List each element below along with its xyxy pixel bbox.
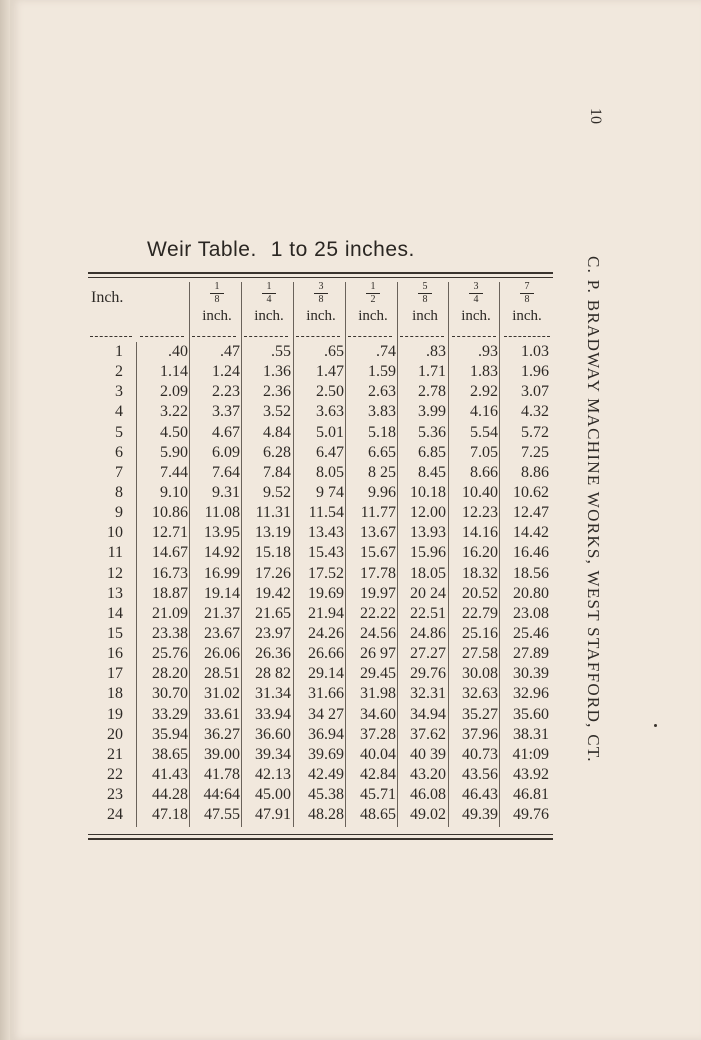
row-number: 23 (107, 786, 123, 804)
table-row (88, 664, 553, 684)
table-cell: 26 97 (360, 645, 396, 663)
weir-table (88, 272, 553, 825)
column-header (347, 282, 399, 325)
table-cell: .74 (376, 343, 396, 360)
page-number: 10 (587, 108, 604, 124)
table-cell: 3.52 (263, 403, 291, 421)
table-row (88, 765, 553, 785)
table-cell: 14.67 (152, 544, 188, 562)
table-cell: .47 (220, 343, 240, 360)
table-cell: 6.47 (316, 443, 344, 461)
table-cell: 2.36 (263, 383, 291, 401)
table-cell: 14.16 (462, 524, 498, 542)
table-cell: 4.50 (160, 423, 188, 441)
row-number: 9 (115, 504, 123, 522)
row-number: 16 (107, 645, 123, 663)
table-cell: 15.96 (410, 544, 446, 562)
header-dash-rule (452, 336, 496, 338)
table-cell: 2.50 (316, 383, 344, 401)
table-cell: 32.96 (513, 685, 549, 703)
column-header (450, 282, 502, 325)
table-cell: 8.86 (521, 463, 549, 481)
table-cell: 28.20 (152, 665, 188, 683)
table-cell: 6.85 (418, 443, 446, 461)
table-cell: 8.05 (316, 463, 344, 481)
table-cell: 23.97 (255, 624, 291, 642)
table-row (88, 624, 553, 644)
table-cell: 41:09 (512, 745, 549, 763)
table-cell: 1.03 (521, 343, 549, 360)
table-cell: 17.52 (308, 564, 344, 582)
table-cell: 21.09 (152, 604, 188, 622)
table-cell: 31.34 (255, 685, 291, 703)
title-range: 1 to 25 inches. (270, 238, 415, 261)
table-cell: 40 39 (410, 745, 446, 763)
table-cell: 19.97 (360, 584, 396, 602)
table-cell: 13.43 (308, 524, 344, 542)
table-cell: 3.22 (160, 403, 188, 421)
table-row (88, 725, 553, 745)
table-cell: 1.14 (160, 363, 188, 381)
table-row (88, 402, 553, 422)
table-cell: 49.39 (462, 806, 498, 824)
row-number: 18 (107, 685, 123, 703)
table-cell: 10.18 (410, 483, 446, 501)
table-cell: 11.08 (204, 504, 240, 522)
table-cell: 43.56 (462, 765, 498, 783)
page-title (147, 238, 415, 262)
table-cell: 2.23 (212, 383, 240, 401)
table-cell: 26.36 (255, 645, 291, 663)
table-cell: 33.61 (204, 705, 240, 723)
table-cell: 16.20 (462, 544, 498, 562)
table-row (88, 463, 553, 483)
table-cell: 45.00 (255, 786, 291, 804)
table-cell: 45.38 (308, 786, 344, 804)
table-cell: 20 24 (410, 584, 446, 602)
table-row (88, 644, 553, 664)
table-cell: 4.67 (212, 423, 240, 441)
table-cell: 10.40 (462, 483, 498, 501)
table-cell: 9 74 (316, 483, 344, 501)
table-cell: 43.20 (410, 765, 446, 783)
table-cell: 9.52 (263, 483, 291, 501)
row-number: 20 (107, 725, 123, 743)
fraction-denominator: 8 (422, 294, 428, 305)
row-number: 10 (107, 524, 123, 542)
table-cell: 12.23 (462, 504, 498, 522)
table-cell: 29.76 (410, 665, 446, 683)
table-cell: 40.73 (462, 745, 498, 763)
table-cell: 47.55 (204, 806, 240, 824)
table-cell: 19.14 (204, 584, 240, 602)
table-cell: 8.45 (418, 463, 446, 481)
table-cell: .93 (478, 343, 498, 360)
column-header (191, 282, 243, 325)
fraction-denominator: 4 (473, 294, 479, 305)
table-cell: 18.87 (152, 584, 188, 602)
table-cell: 32.31 (410, 685, 446, 703)
table-cell: 16.46 (513, 544, 549, 562)
fraction (262, 282, 276, 305)
table-cell: 4.16 (470, 403, 498, 421)
table-row (88, 423, 553, 443)
table-cell: 18.56 (513, 564, 549, 582)
table-cell: 7.44 (160, 463, 188, 481)
table-cell: 42.13 (255, 765, 291, 783)
column-unit-label: inch. (306, 308, 336, 324)
table-cell: 8 25 (368, 463, 396, 481)
table-row (88, 745, 553, 765)
table-cell: 25.16 (462, 624, 498, 642)
table-cell: 32.63 (462, 685, 498, 703)
table-cell: 10.62 (513, 483, 549, 501)
table-cell: 28.51 (204, 665, 240, 683)
table-cell: 5.01 (316, 423, 344, 441)
table-cell: 24.86 (410, 624, 446, 642)
fraction-numerator: 1 (366, 282, 380, 294)
table-cell: 49.76 (513, 806, 549, 824)
table-cell: 26.06 (204, 645, 240, 663)
table-cell: 17.78 (360, 564, 396, 582)
table-cell: 49.02 (410, 806, 446, 824)
table-row (88, 382, 553, 402)
table-row (88, 785, 553, 805)
header-dash-rule (400, 336, 444, 338)
table-row (88, 564, 553, 584)
table-cell: 27.89 (513, 645, 549, 663)
table-cell: 1.47 (316, 363, 344, 381)
table-cell: 1.36 (263, 363, 291, 381)
table-cell: 20.80 (513, 584, 549, 602)
column-unit-label: inch (412, 308, 438, 324)
table-cell: 29.14 (308, 665, 344, 683)
table-cell: 6.09 (212, 443, 240, 461)
table-cell: 44:64 (203, 786, 240, 804)
table-cell: 42.84 (360, 765, 396, 783)
table-cell: 26.66 (308, 645, 344, 663)
table-cell: 25.46 (513, 624, 549, 642)
row-number: 19 (107, 705, 123, 723)
table-cell: 3.63 (316, 403, 344, 421)
table-row (88, 443, 553, 463)
table-cell: 13.19 (255, 524, 291, 542)
table-row (88, 362, 553, 382)
fraction (314, 282, 328, 305)
table-cell: 48.28 (308, 806, 344, 824)
table-cell: 31.66 (308, 685, 344, 703)
fraction-denominator: 8 (214, 294, 220, 305)
table-cell: 1.96 (521, 363, 549, 381)
fraction-denominator: 2 (370, 294, 376, 305)
table-cell: 48.65 (360, 806, 396, 824)
table-cell: 12.47 (513, 504, 549, 522)
table-header (88, 272, 553, 342)
fraction-numerator: 3 (314, 282, 328, 294)
table-cell: .55 (271, 343, 291, 360)
fraction-numerator: 1 (262, 282, 276, 294)
table-cell: 37.96 (462, 725, 498, 743)
table-cell: 11.31 (255, 504, 291, 522)
table-cell: 31.02 (204, 685, 240, 703)
table-cell: 3.83 (368, 403, 396, 421)
header-dash-rule (348, 336, 392, 338)
table-row (88, 483, 553, 503)
table-cell: 39.34 (255, 745, 291, 763)
table-cell: 23.08 (513, 604, 549, 622)
fraction-numerator: 1 (210, 282, 224, 294)
table-cell: 33.94 (255, 705, 291, 723)
bottom-rule-thick (88, 838, 553, 840)
table-cell: 1.24 (212, 363, 240, 381)
table-body (88, 342, 553, 825)
table-cell: 14.92 (204, 544, 240, 562)
table-cell: 21.65 (255, 604, 291, 622)
table-cell: 20.52 (462, 584, 498, 602)
table-cell: 9.31 (212, 483, 240, 501)
column-header (399, 282, 451, 325)
table-cell: 11.77 (360, 504, 396, 522)
table-cell: 24.26 (308, 624, 344, 642)
fraction-numerator: 5 (418, 282, 432, 294)
row-number: 17 (107, 665, 123, 683)
table-cell: 47.18 (152, 806, 188, 824)
fraction-numerator: 3 (469, 282, 483, 294)
table-cell: .83 (426, 343, 446, 360)
table-cell: 29.45 (360, 665, 396, 683)
table-cell: 5.54 (470, 423, 498, 441)
table-cell: 13.67 (360, 524, 396, 542)
table-cell: 45.71 (360, 786, 396, 804)
table-cell: 27.27 (410, 645, 446, 663)
table-cell: 38.31 (513, 725, 549, 743)
table-cell: 25.76 (152, 645, 188, 663)
table-cell: 35.60 (513, 705, 549, 723)
fraction-denominator: 4 (266, 294, 272, 305)
table-cell: 6.65 (368, 443, 396, 461)
header-dash-rule (504, 336, 550, 338)
row-number: 15 (107, 624, 123, 642)
table-cell: 11.54 (308, 504, 344, 522)
row-number: 8 (115, 483, 123, 501)
table-cell: 27.58 (462, 645, 498, 663)
header-dash-rule (244, 336, 288, 338)
table-cell: 28 82 (255, 665, 291, 683)
table-cell: 6.28 (263, 443, 291, 461)
table-cell: 3.37 (212, 403, 240, 421)
table-cell: 12.00 (410, 504, 446, 522)
table-cell: 30.70 (152, 685, 188, 703)
fraction-denominator: 8 (318, 294, 324, 305)
column-unit-label: inch. (202, 308, 232, 324)
table-cell: 5.18 (368, 423, 396, 441)
table-cell: 5.72 (521, 423, 549, 441)
table-cell: 33.29 (152, 705, 188, 723)
table-cell: 15.67 (360, 544, 396, 562)
table-cell: 36.94 (308, 725, 344, 743)
table-cell: 2.63 (368, 383, 396, 401)
fraction (366, 282, 380, 305)
fraction (210, 282, 224, 305)
table-cell: 43.92 (513, 765, 549, 783)
table-cell: 46.81 (513, 786, 549, 804)
table-cell: 22.22 (360, 604, 396, 622)
table-row (88, 584, 553, 604)
column-header (295, 282, 347, 325)
table-cell: 34.94 (410, 705, 446, 723)
table-cell: 18.05 (410, 564, 446, 582)
row-number: 1 (115, 343, 123, 360)
row-number: 12 (107, 564, 123, 582)
table-cell: 31.98 (360, 685, 396, 703)
table-cell: 36.60 (255, 725, 291, 743)
table-cell: 9.10 (160, 483, 188, 501)
table-cell: 3.07 (521, 383, 549, 401)
row-number: 5 (115, 423, 123, 441)
table-row (88, 342, 553, 362)
bottom-rule-thin (88, 834, 553, 835)
header-dash-rule (90, 336, 132, 338)
table-cell: 19.42 (255, 584, 291, 602)
table-cell: 2.09 (160, 383, 188, 401)
row-number: 14 (107, 604, 123, 622)
table-cell: 19.69 (308, 584, 344, 602)
table-row (88, 684, 553, 704)
table-cell: 38.65 (152, 745, 188, 763)
column-unit-label: inch. (512, 308, 542, 324)
table-cell: 44.28 (152, 786, 188, 804)
table-cell: 39.69 (308, 745, 344, 763)
table-cell: 15.43 (308, 544, 344, 562)
table-cell: 36.27 (204, 725, 240, 743)
table-cell: 10.86 (152, 504, 188, 522)
row-number: 22 (107, 765, 123, 783)
header-dash-rule (192, 336, 236, 338)
table-cell: 18.32 (462, 564, 498, 582)
table-cell: 16.99 (204, 564, 240, 582)
table-cell: 5.90 (160, 443, 188, 461)
table-cell: .65 (324, 343, 344, 360)
table-cell: 7.05 (470, 443, 498, 461)
row-header: Inch. (91, 289, 124, 306)
table-cell: 30.39 (513, 665, 549, 683)
table-cell: 15.18 (255, 544, 291, 562)
table-row (88, 523, 553, 543)
table-cell: 7.25 (521, 443, 549, 461)
table-cell: 21.37 (204, 604, 240, 622)
table-cell: 37.28 (360, 725, 396, 743)
table-cell: 21.94 (308, 604, 344, 622)
fraction (418, 282, 432, 305)
row-number: 24 (107, 806, 123, 824)
row-number: 6 (115, 443, 123, 461)
table-cell: 14.42 (513, 524, 549, 542)
table-cell: 1.59 (368, 363, 396, 381)
table-row (88, 503, 553, 523)
table-cell: 12.71 (152, 524, 188, 542)
column-unit-label: inch. (254, 308, 284, 324)
table-row (88, 543, 553, 563)
table-cell: 23.38 (152, 624, 188, 642)
table-cell: 4.84 (263, 423, 291, 441)
row-number: 13 (107, 584, 123, 602)
table-cell: 41.43 (152, 765, 188, 783)
row-number: 11 (107, 544, 123, 562)
page-left-edge (0, 0, 10, 1040)
table-cell: 24.56 (360, 624, 396, 642)
table-cell: 41.78 (204, 765, 240, 783)
table-cell: 34 27 (308, 705, 344, 723)
table-cell: 8.66 (470, 463, 498, 481)
table-cell: .40 (168, 343, 188, 360)
table-cell: 4.32 (521, 403, 549, 421)
column-unit-label: inch. (461, 308, 491, 324)
table-cell: 7.64 (212, 463, 240, 481)
fraction-denominator: 8 (524, 294, 530, 305)
table-row (88, 805, 553, 825)
table-cell: 2.78 (418, 383, 446, 401)
table-cell: 9.96 (368, 483, 396, 501)
paper-speck (654, 724, 657, 727)
table-cell: 35.94 (152, 725, 188, 743)
column-header (243, 282, 295, 325)
header-dash-rule (296, 336, 340, 338)
title-main: Weir Table. (147, 238, 257, 261)
table-cell: 22.79 (462, 604, 498, 622)
table-cell: 3.99 (418, 403, 446, 421)
table-cell: 13.95 (204, 524, 240, 542)
table-cell: 2.92 (470, 383, 498, 401)
table-row (88, 705, 553, 725)
table-cell: 40.04 (360, 745, 396, 763)
table-cell: 22.51 (410, 604, 446, 622)
fraction (520, 282, 534, 305)
column-unit-label: inch. (358, 308, 388, 324)
table-cell: 47.91 (255, 806, 291, 824)
fraction (469, 282, 483, 305)
table-cell: 39.00 (204, 745, 240, 763)
table-cell: 1.71 (418, 363, 446, 381)
row-number: 3 (115, 383, 123, 401)
table-row (88, 604, 553, 624)
table-cell: 42.49 (308, 765, 344, 783)
table-cell: 35.27 (462, 705, 498, 723)
table-cell: 46.08 (410, 786, 446, 804)
table-cell: 13.93 (410, 524, 446, 542)
column-header (501, 282, 553, 325)
table-cell: 7.84 (263, 463, 291, 481)
table-cell: 46.43 (462, 786, 498, 804)
fraction-numerator: 7 (520, 282, 534, 294)
side-imprint: C. P. BRADWAY MACHINE WORKS, WEST STAFFORD, CT. (584, 256, 603, 763)
table-cell: 1.83 (470, 363, 498, 381)
table-cell: 30.08 (462, 665, 498, 683)
row-number: 7 (115, 463, 123, 481)
row-number: 2 (115, 363, 123, 381)
table-cell: 16.73 (152, 564, 188, 582)
table-cell: 23.67 (204, 624, 240, 642)
row-number: 4 (115, 403, 123, 421)
row-number: 21 (107, 745, 123, 763)
table-cell: 37.62 (410, 725, 446, 743)
header-dash-rule (140, 336, 184, 338)
table-cell: 5.36 (418, 423, 446, 441)
table-cell: 34.60 (360, 705, 396, 723)
table-cell: 17.26 (255, 564, 291, 582)
